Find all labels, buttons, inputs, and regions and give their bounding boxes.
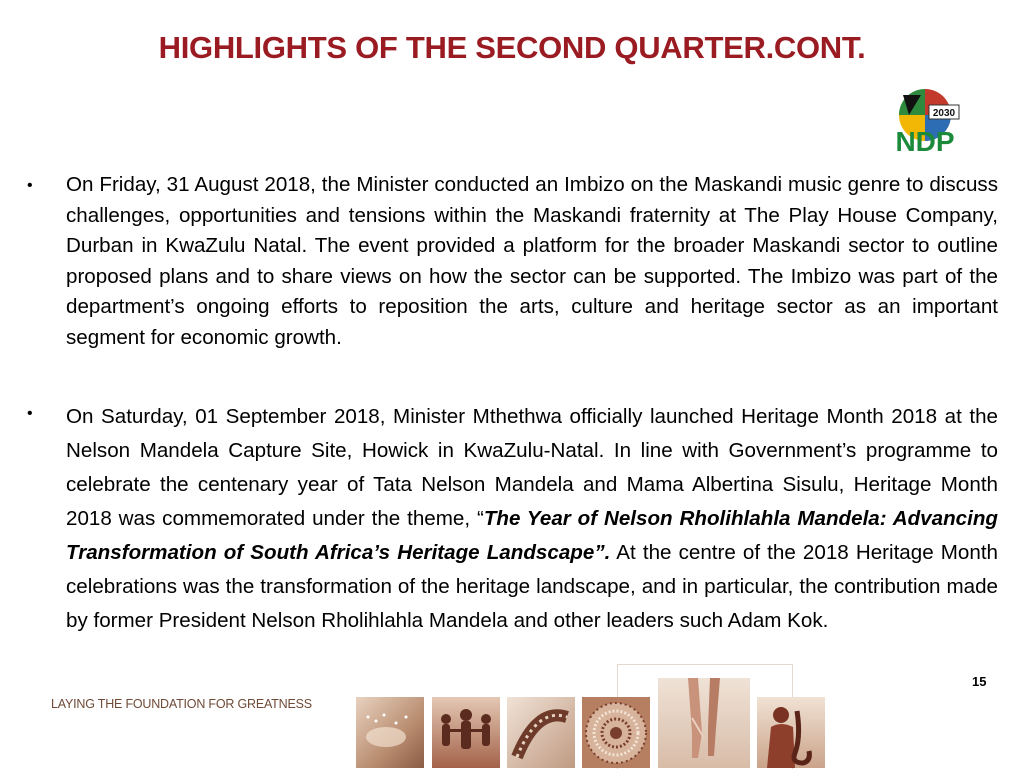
paragraph-2-intro: On Saturday, 01 September 2018, Minister Mthethwa officially launched Heritage Month 2018 at the Nelson Mandela Capture Site, Howick in KwaZulu-Natal. In line with Government’s programme to celebrate the centenary year of Tata Nelson Mandela and Mama Albertina Sisulu, Heritage Month 2018 was commemorated under the theme, “ — [66, 405, 998, 530]
film-reel-photo — [507, 697, 575, 768]
ballet-dancer-feet-photo — [658, 678, 750, 768]
ndp-2030-logo — [885, 85, 965, 155]
hands-reading-braille-photo — [356, 697, 424, 768]
slide-title: HIGHLIGHTS OF THE SECOND QUARTER.CONT. — [158, 30, 866, 65]
children-holding-hands-photo — [432, 697, 500, 768]
saxophone-player-photo — [757, 697, 825, 768]
beaded-circle-photo — [582, 697, 650, 768]
bullet-marker-2: • — [27, 405, 33, 422]
heritage-theme: The Year of Nelson Rholihlahla Mandela: Advancing Transformation of South Africa’s Heritage Landscape”. — [66, 507, 998, 564]
bullet-paragraph-1: On Friday, 31 August 2018, the Minister conducted an Imbizo on the Maskandi music genre to discuss challenges, opportunities and tensions within the Maskandi fraternity at The Play House Company, Durban in KwaZulu Natal. The event provided a platform for the broader Maskandi sector to outline proposed plans and to share views on how the sector can be supported. The Imbizo was part of the department’s ongoing efforts to reposition the arts, culture and heritage sector as an important segment for economic growth. — [66, 173, 998, 349]
bullet-marker-1: • — [27, 177, 33, 194]
logo-year: 2030 — [932, 108, 956, 119]
page-number: 15 — [972, 674, 987, 689]
bullet-paragraph-2 — [66, 400, 998, 638]
logo-text: NDP — [895, 126, 955, 155]
paragraph-2-rest: At the centre of the 2018 Heritage Month celebrations was the transformation of the heritage landscape, and in particular, the contribution made by former President Nelson Rholihlahla Mandela and other leaders such Adam Kok. — [66, 541, 998, 632]
footer-tagline: LAYING THE FOUNDATION FOR GREATNESS — [51, 697, 312, 711]
